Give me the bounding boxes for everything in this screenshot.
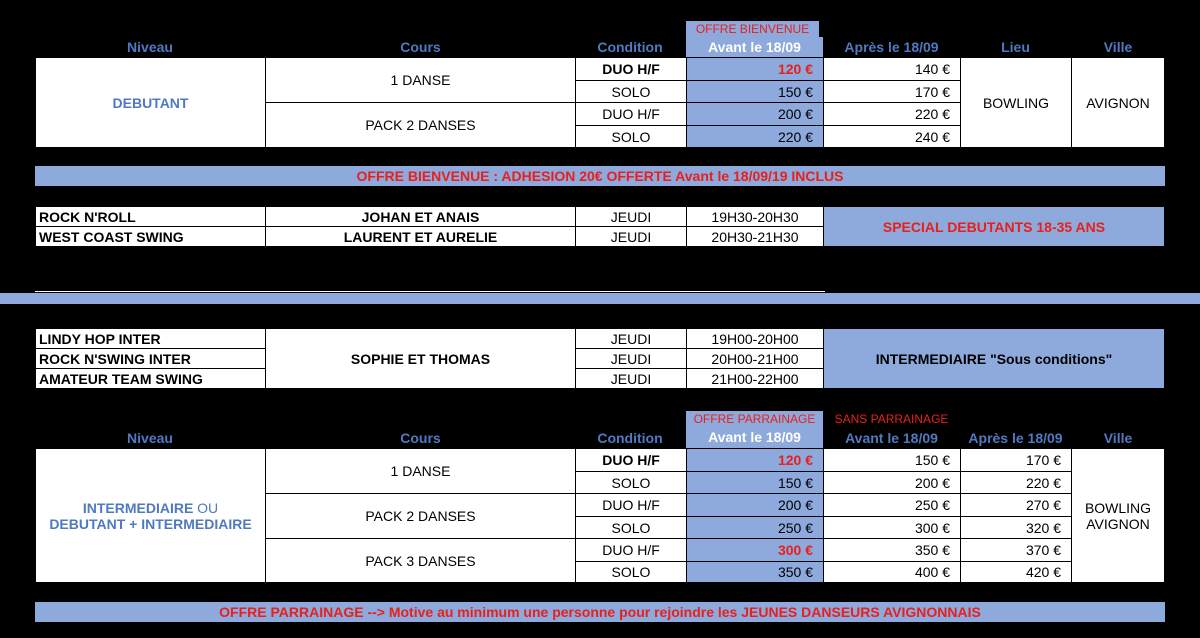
condition-cell: DUO H/F [575,538,687,562]
condition-cell: DUO H/F [575,57,687,81]
class-name: WEST COAST SWING [35,226,266,247]
price-parrain: 350 € [686,561,824,583]
ville-cell [1071,448,1165,583]
class-time: 19H00-20H00 [686,328,824,349]
price-avant: 300 € [823,516,961,539]
cours-pack-2: PACK 2 DANSES [265,102,576,148]
ville-line-1: BOWLING [1084,499,1152,516]
price-avant: 350 € [823,538,961,562]
offre-parrainage-tag: OFFRE PARRAINAGE [686,411,823,427]
class-name: ROCK N'ROLL [35,206,266,227]
price-parrain: 150 € [686,471,824,494]
price-apres: 170 € [960,448,1072,472]
niveau-line-1: INTERMEDIAIRE OU [82,499,219,516]
niveau-debutant: DEBUTANT [35,57,266,148]
banner-offre-bienvenue: OFFRE BIENVENUE : ADHESION 20€ OFFERTE Avant le 18/09/19 INCLUS [35,166,1165,186]
divider-line [35,291,825,292]
class-name: LINDY HOP INTER [35,328,266,349]
header-avant: Avant le 18/09 [686,37,823,57]
price-apres: 240 € [823,125,961,148]
banner-offre-parrainage: OFFRE PARRAINAGE --> Motive au minimum une personne pour rejoindre les JEUNES DANSEURS AVIGNONNAIS [35,602,1165,622]
price-avant: 200 € [686,102,824,126]
price-apres: 420 € [960,561,1072,583]
class-day: JEUDI [575,226,687,247]
price-apres: 140 € [823,57,961,81]
ville-cell: AVIGNON [1071,57,1165,148]
header-avant: Avant le 18/09 [845,430,938,446]
price-apres: 320 € [960,516,1072,539]
class-name: AMATEUR TEAM SWING [35,368,266,389]
class-teacher: LAURENT ET AURELIE [265,226,576,247]
sans-parrainage-tag: SANS PARRAINAGE [834,412,949,426]
niveau-line-2: DEBUTANT + INTERMEDIAIRE [49,515,252,532]
class-time: 20H30-21H30 [686,226,824,247]
price-parrain: 200 € [686,493,824,517]
class-name: ROCK N'SWING INTER [35,348,266,369]
cours-1-danse: 1 DANSE [265,57,576,103]
condition-cell: SOLO [575,471,687,494]
condition-cell: SOLO [575,516,687,539]
header-condition: Condition [597,39,663,55]
price-apres: 220 € [960,471,1072,494]
header-cours: Cours [400,39,441,55]
header-condition: Condition [597,430,663,446]
condition-cell: SOLO [575,80,687,103]
header-ville: Ville [1103,39,1133,55]
condition-cell: DUO H/F [575,448,687,472]
section-divider [0,293,1200,304]
class-time: 20H00-21H00 [686,348,824,369]
header-apres: Après le 18/09 [968,430,1063,446]
header-niveau: Niveau [127,39,173,55]
condition-cell: DUO H/F [575,493,687,517]
cours-1-danse: 1 DANSE [265,448,576,494]
condition-cell: SOLO [575,125,687,148]
offre-bienvenue-tag: OFFRE BIENVENUE [686,21,819,37]
condition-cell: SOLO [575,561,687,583]
class-time: 21H00-22H00 [686,368,824,389]
class-day: JEUDI [575,328,687,349]
price-apres: 220 € [823,102,961,126]
cours-pack-2: PACK 2 DANSES [265,493,576,539]
price-avant: 120 € [686,57,824,81]
header-lieu: Lieu [1001,39,1030,55]
class-day: JEUDI [575,348,687,369]
cours-pack-3: PACK 3 DANSES [265,538,576,583]
price-avant: 400 € [823,561,961,583]
class-teacher: JOHAN ET ANAIS [265,206,576,227]
class-teacher: SOPHIE ET THOMAS [265,328,576,389]
header-apres: Après le 18/09 [844,39,939,55]
class-day: JEUDI [575,368,687,389]
header-ville: Ville [1103,430,1133,446]
price-parrain: 250 € [686,516,824,539]
price-parrain: 300 € [686,538,824,562]
price-apres: 170 € [823,80,961,103]
price-avant: 220 € [686,125,824,148]
price-avant: 150 € [823,448,961,472]
note-intermediaire: INTERMEDIAIRE "Sous conditions" [823,328,1165,389]
class-day: JEUDI [575,206,687,227]
price-avant: 200 € [823,471,961,494]
price-apres: 370 € [960,538,1072,562]
condition-cell: DUO H/F [575,102,687,126]
ville-line-2: AVIGNON [1086,515,1150,532]
header-cours: Cours [400,430,441,446]
class-time: 19H30-20H30 [686,206,824,227]
price-avant: 250 € [823,493,961,517]
niveau-intermediaire [35,448,266,583]
price-apres: 270 € [960,493,1072,517]
note-debutants: SPECIAL DEBUTANTS 18-35 ANS [823,206,1165,247]
lieu-cell: BOWLING [960,57,1072,148]
header-avant-parrain: Avant le 18/09 [686,427,823,448]
price-parrain: 120 € [686,448,824,472]
price-avant: 150 € [686,80,824,103]
header-niveau: Niveau [127,430,173,446]
